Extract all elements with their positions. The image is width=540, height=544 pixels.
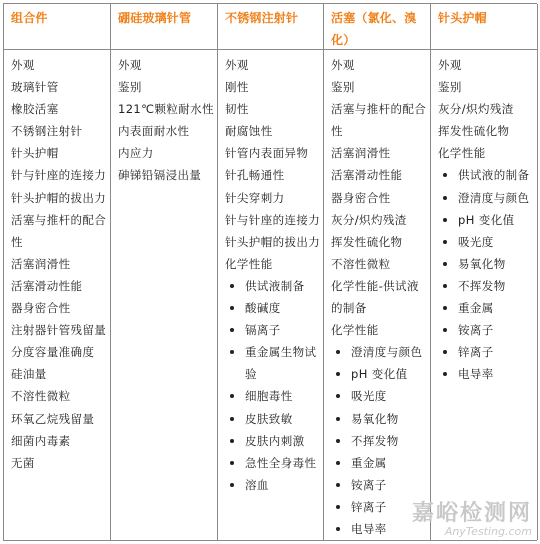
test-item: 分度容量准确度 [11,345,95,360]
test-item: 细菌内毒素 [11,433,71,448]
column-header: 不锈钢注射针 [218,4,323,50]
bulleted-test-item: 澄清度与颜色 [331,341,428,363]
column-assembly [4,4,111,540]
test-item: 活塞滑动性能 [11,278,83,293]
test-item: 活塞与推杆的配合性 [11,212,107,249]
column-item-list [111,50,217,187]
bulleted-test-item: 重金属 [331,452,428,474]
test-item: 橡胶活塞 [11,102,59,117]
bulleted-test-item: 锌离子 [438,341,535,363]
bulleted-test-item: pH 变化值 [331,363,428,385]
bulleted-test-item: 酸碱度 [225,297,321,319]
test-item: 玻璃针管 [11,80,59,95]
column-item-list [324,50,430,540]
bulleted-test-item: 吸光度 [331,385,428,407]
column-header: 硼硅玻璃针管 [111,4,217,50]
bulleted-test-item: 供试液的制备 [438,164,535,186]
bulleted-test-item: 铵离子 [438,319,535,341]
bulleted-test-item: 铵离子 [331,474,428,496]
bulleted-test-item: 镉离子 [225,319,321,341]
test-item: 针尖穿刺力 [225,190,285,205]
test-item: 刚性 [225,80,249,95]
bulleted-test-item: 供试液制备 [225,275,321,297]
bulleted-test-item: 吸光度 [438,231,535,253]
column-header: 针头护帽 [431,4,537,50]
test-item: 硅油量 [11,367,47,382]
bulleted-test-item: 皮肤内刺激 [225,430,321,452]
test-item: 化学性能 [225,256,273,271]
test-item: 挥发性硫化物 [331,234,403,249]
column-needle-shield [431,4,538,540]
column-item-list [218,50,323,496]
test-item: 耐腐蚀性 [225,124,273,139]
test-item: 砷锑铅镉浸出量 [118,168,202,183]
test-item: 外观 [438,58,462,72]
test-item: 内应力 [118,146,154,161]
test-item: 挥发性硫化物 [438,124,510,139]
column-plunger-stopper [324,4,431,540]
test-item: 环氧乙烷残留量 [11,411,95,426]
test-item: 外观 [225,58,249,72]
bulleted-test-item: pH 变化值 [438,209,535,231]
bulleted-test-item: 皮肤致敏 [225,408,321,430]
test-item: 灰分/炽灼残渣 [438,102,514,117]
test-item: 活塞滑动性能 [331,168,403,183]
bulleted-test-item: 急性全身毒性 [225,452,321,474]
test-item: 针与针座的连接力 [225,212,321,227]
test-item: 针与针座的连接力 [11,168,107,183]
test-item: 活塞润滑性 [331,146,391,161]
test-item: 化学性能 [331,323,379,338]
test-items-table [3,3,537,541]
test-item: 针头护帽 [11,146,59,161]
test-item: 器身密合性 [331,190,391,205]
test-item: 针管内表面异物 [225,146,309,161]
test-item: 化学性能-供试液的制备 [331,278,419,316]
bulleted-test-item: 澄清度与颜色 [438,187,535,209]
column-borosilicate-barrel [111,4,218,540]
bulleted-test-item: 不挥发物 [438,275,535,297]
test-item: 注射器针管残留量 [11,323,107,338]
test-item: 不溶性微粒 [331,256,391,271]
column-header: 活塞（氯化、溴化） [324,4,430,50]
test-item: 活塞与推杆的配合性 [331,102,427,139]
column-header: 组合件 [4,4,110,50]
test-item: 鉴别 [438,80,462,95]
test-item: 器身密合性 [11,301,71,316]
bulleted-test-item: 重金属生物试验 [225,341,321,385]
test-item: 121℃颗粒耐水性 [118,102,214,117]
bulleted-test-item: 细胞毒性 [225,385,321,407]
bulleted-test-item: 易氧化物 [438,253,535,275]
bulleted-test-item: 易氧化物 [331,408,428,430]
test-item: 不锈钢注射针 [11,124,83,139]
column-item-list [4,50,110,474]
bulleted-test-item: 电导率 [331,518,428,540]
test-item: 外观 [118,58,142,72]
watermark [412,502,532,538]
test-item: 活塞润滑性 [11,256,71,271]
test-item: 韧性 [225,102,249,117]
test-item: 针孔畅通性 [225,168,285,183]
test-item: 针头护帽的拔出力 [225,234,321,249]
test-item: 鉴别 [118,80,142,95]
test-item: 外观 [331,58,355,72]
test-item: 针头护帽的拔出力 [11,190,107,205]
column-item-list [431,50,537,385]
bulleted-test-item: 重金属 [438,297,535,319]
test-item: 不溶性微粒 [11,389,71,404]
watermark-cn: 嘉峪检测网 [411,501,532,526]
watermark-en: AnyTesting.com [444,525,532,538]
bulleted-test-item: 不挥发物 [331,430,428,452]
bulleted-test-item: 锌离子 [331,496,428,518]
test-item: 灰分/炽灼残渣 [331,212,407,227]
column-stainless-needle [218,4,324,540]
bulleted-test-item: 溶血 [225,474,321,496]
test-item: 无菌 [11,455,35,470]
test-item: 外观 [11,58,35,72]
bulleted-test-item: 电导率 [438,363,535,385]
test-item: 鉴别 [331,80,355,95]
test-item: 化学性能 [438,146,486,161]
test-item: 内表面耐水性 [118,124,190,139]
